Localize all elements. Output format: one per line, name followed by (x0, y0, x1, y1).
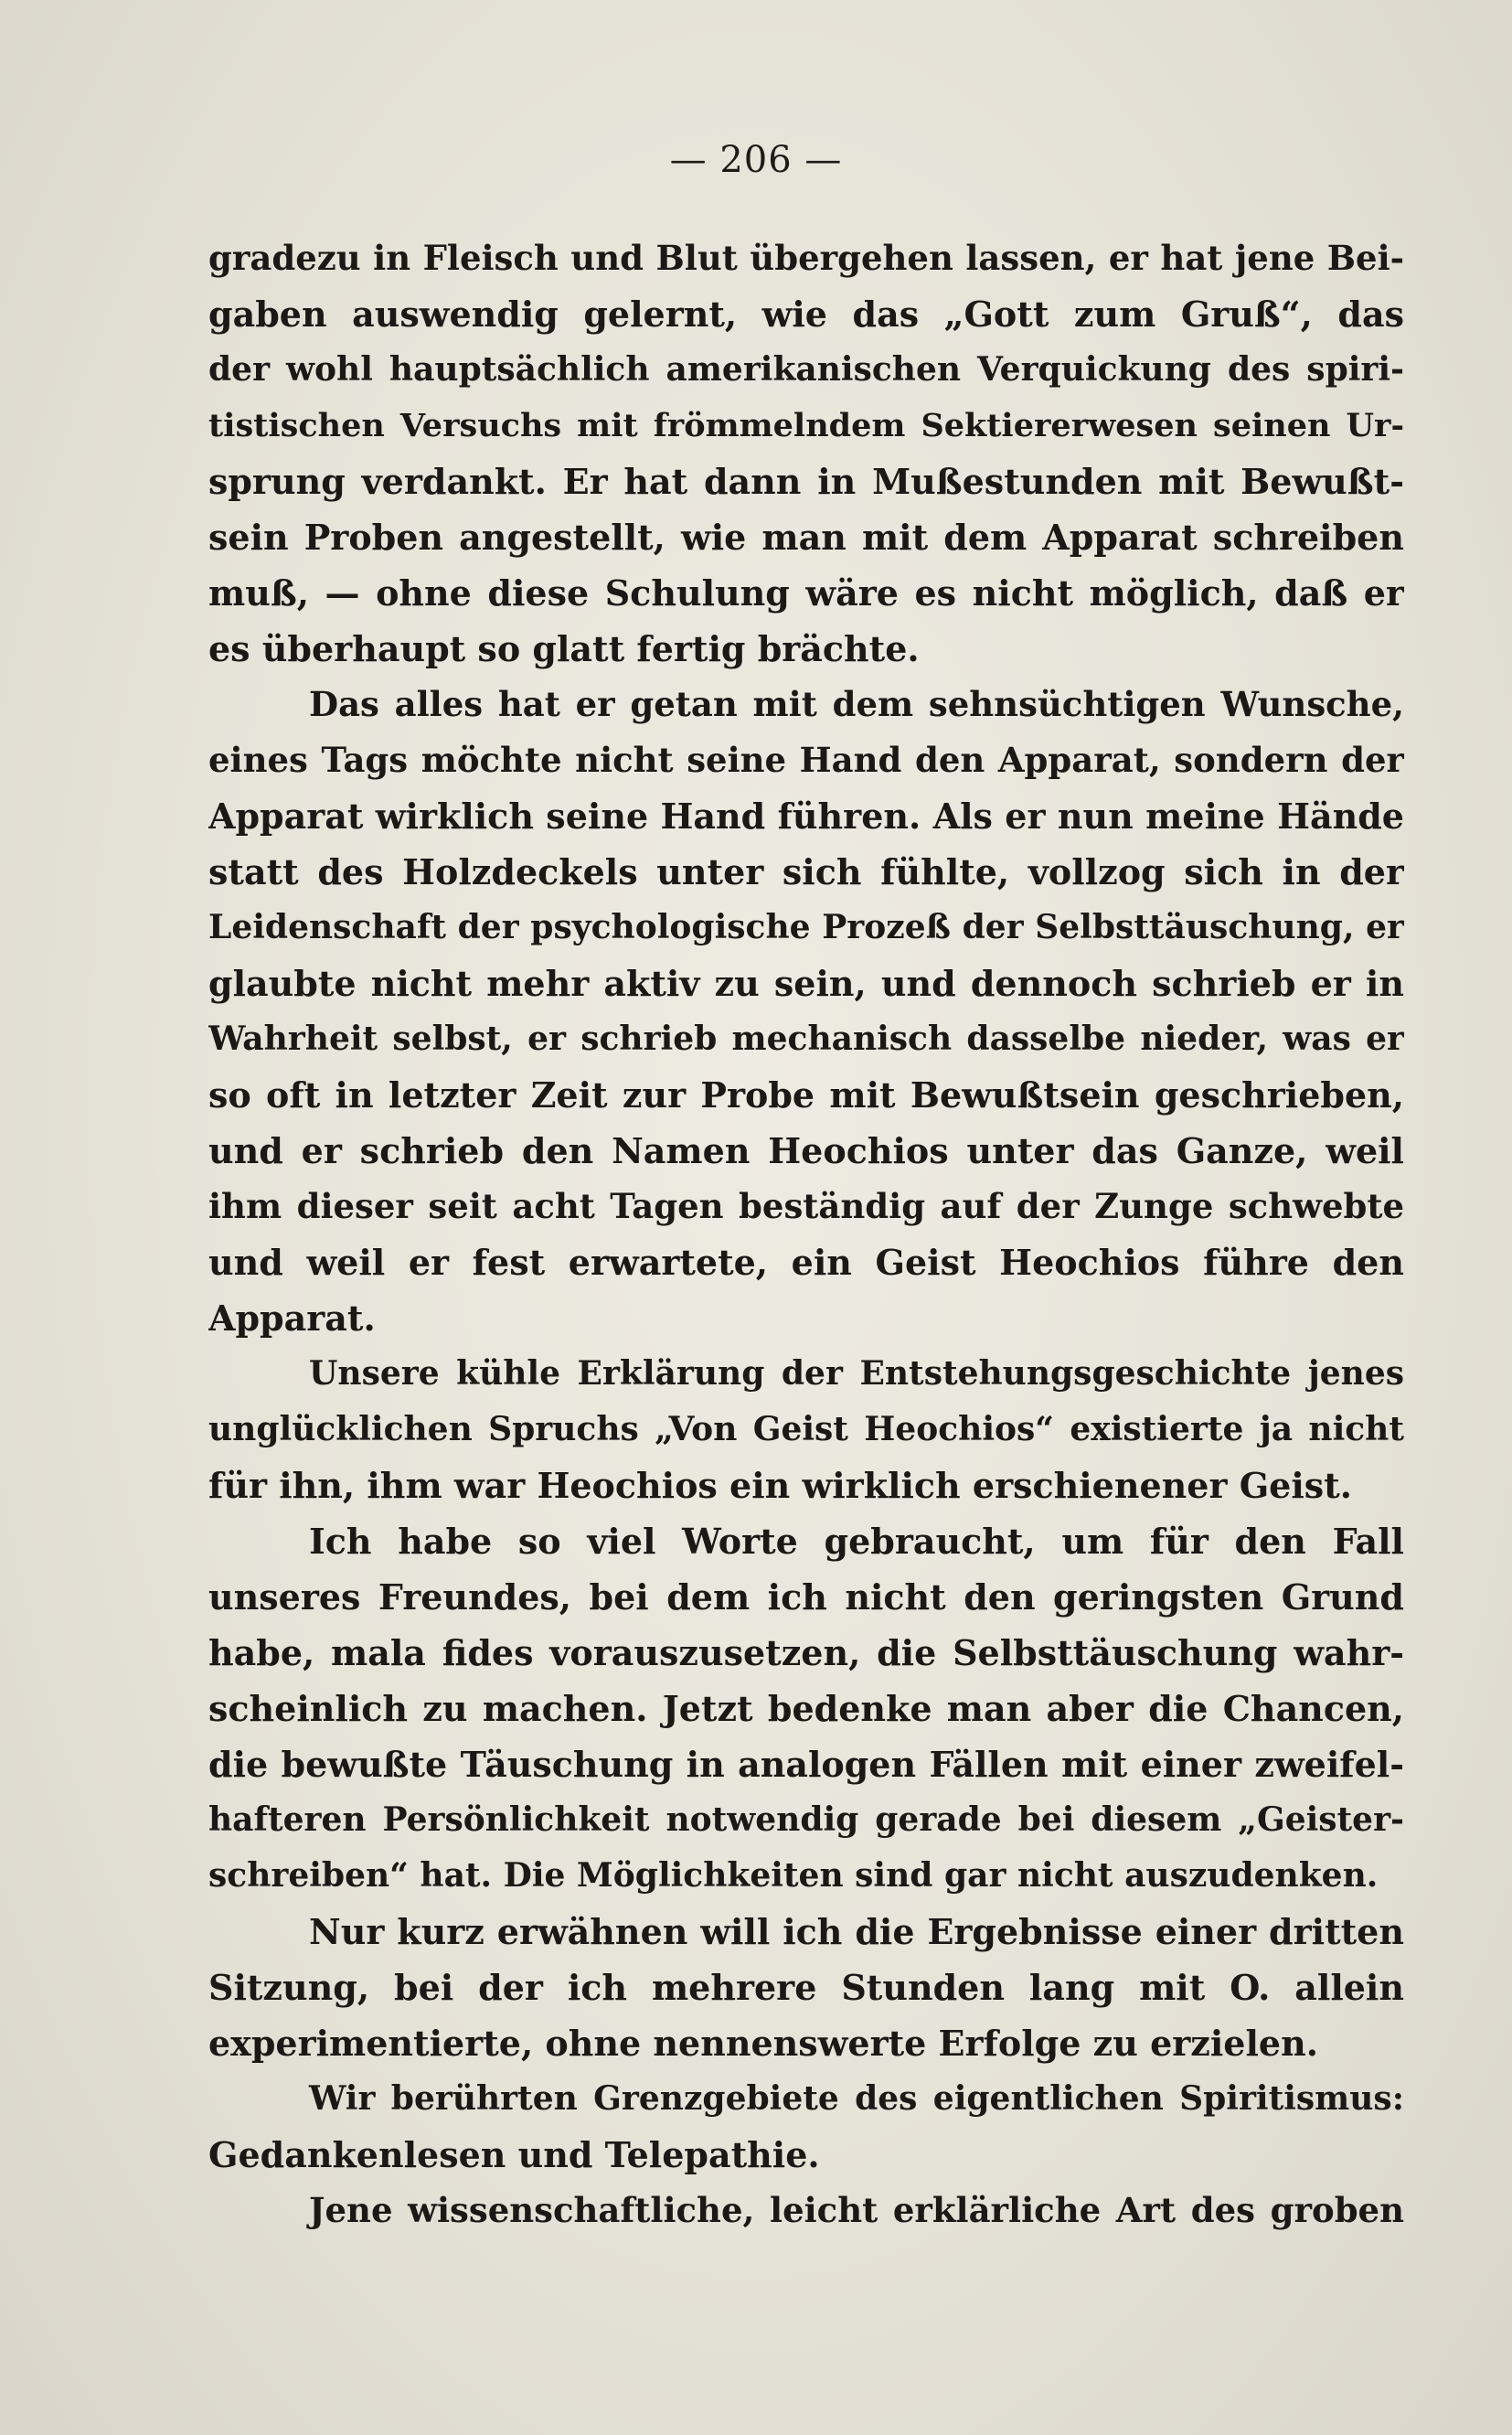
text-line: Leidenschaft der psychologische Prozeß der Selbsttäuschung, er (208, 908, 1404, 946)
text-line: Wahrheit selbst, er schrieb mechanisch dasselbe nieder, was er (208, 1020, 1404, 1058)
text-line: Sitzung, bei der ich mehrere Stunden lang mit O. allein (208, 1967, 1404, 2008)
text-line: Das alles hat er getan mit dem sehnsüchtigen Wunsche, (309, 684, 1404, 724)
text-line: und weil er fest erwartete, ein Geist Heochios führe den (208, 1242, 1404, 1283)
text-line: so oft in letzter Zeit zur Probe mit Bewußtsein geschrieben, (208, 1074, 1404, 1116)
text-line: es überhaupt so glatt fertig brächte. (208, 628, 920, 669)
text-line: sein Proben angestellt, wie man mit dem Apparat schreiben (208, 517, 1404, 558)
text-line: Wir berührten Grenzgebiete des eigentlichen Spiritismus: (309, 2079, 1404, 2118)
text-line: schreiben“ hat. Die Möglichkeiten sind gar nicht auszudenken. (208, 1856, 1379, 1895)
text-line: für ihn, ihm war Heochios ein wirklich erschienener Geist. (208, 1465, 1352, 1506)
text-line: Unsere kühle Erklärung der Entstehungsgeschichte jenes (309, 1354, 1404, 1393)
text-line: Apparat wirklich seine Hand führen. Als er nun meine Hände (208, 796, 1404, 837)
text-line: die bewußte Täuschung in analogen Fällen mit einer zweifel- (208, 1744, 1404, 1785)
text-line: der wohl hauptsächlich amerikanischen Verquickung des spiri- (208, 350, 1404, 389)
text-line: habe, mala fides vorauszusetzen, die Selbsttäuschung wahr- (208, 1632, 1404, 1673)
text-line: unseres Freundes, bei dem ich nicht den geringsten Grund (208, 1576, 1404, 1618)
text-line: Jene wissenschaftliche, leicht erklärliche Art des groben (309, 2190, 1404, 2230)
body-text (208, 230, 1404, 2238)
text-line: glaubte nicht mehr aktiv zu sein, und dennoch schrieb er in (208, 963, 1404, 1004)
text-line: statt des Holzdeckels unter sich fühlte, vollzog sich in der (208, 851, 1404, 892)
text-line: muß, — ohne diese Schulung wäre es nicht möglich, daß er (208, 572, 1404, 614)
text-line: gaben auswendig gelernt, wie das „Gott zum Gruß“, das (208, 294, 1404, 335)
text-line: Gedankenlesen und Telepathie. (208, 2134, 820, 2175)
text-line: scheinlich zu machen. Jetzt bedenke man aber die Chancen, (208, 1688, 1404, 1729)
text-line: sprung verdankt. Er hat dann in Mußestunden mit Bewußt- (208, 461, 1404, 502)
text-line: experimentierte, ohne nennenswerte Erfolge zu erzielen. (208, 2023, 1318, 2064)
text-line: Nur kurz erwähnen will ich die Ergebnisse einer dritten (309, 1911, 1404, 1952)
text-line: Apparat. (208, 1298, 376, 1339)
text-line: gradezu in Fleisch und Blut übergehen lassen, er hat jene Bei- (208, 238, 1404, 278)
page-number: — 206 — (669, 139, 843, 181)
text-line: tistischen Versuchs mit frömmelndem Sektiererwesen seinen Ur- (208, 407, 1404, 444)
text-line: hafteren Persönlichkeit notwendig gerade bei diesem „Geister- (208, 1800, 1404, 1839)
text-line: Ich habe so viel Worte gebraucht, um für den Fall (309, 1521, 1404, 1562)
text-line: ihm dieser seit acht Tagen beständig auf der Zunge schwebte (208, 1186, 1404, 1226)
text-line: unglücklichen Spruchs „Von Geist Heochios“ existierte ja nicht (208, 1410, 1404, 1448)
text-line: eines Tags möchte nicht seine Hand den Apparat, sondern der (208, 740, 1404, 780)
text-line: und er schrieb den Namen Heochios unter das Ganze, weil (208, 1130, 1404, 1171)
